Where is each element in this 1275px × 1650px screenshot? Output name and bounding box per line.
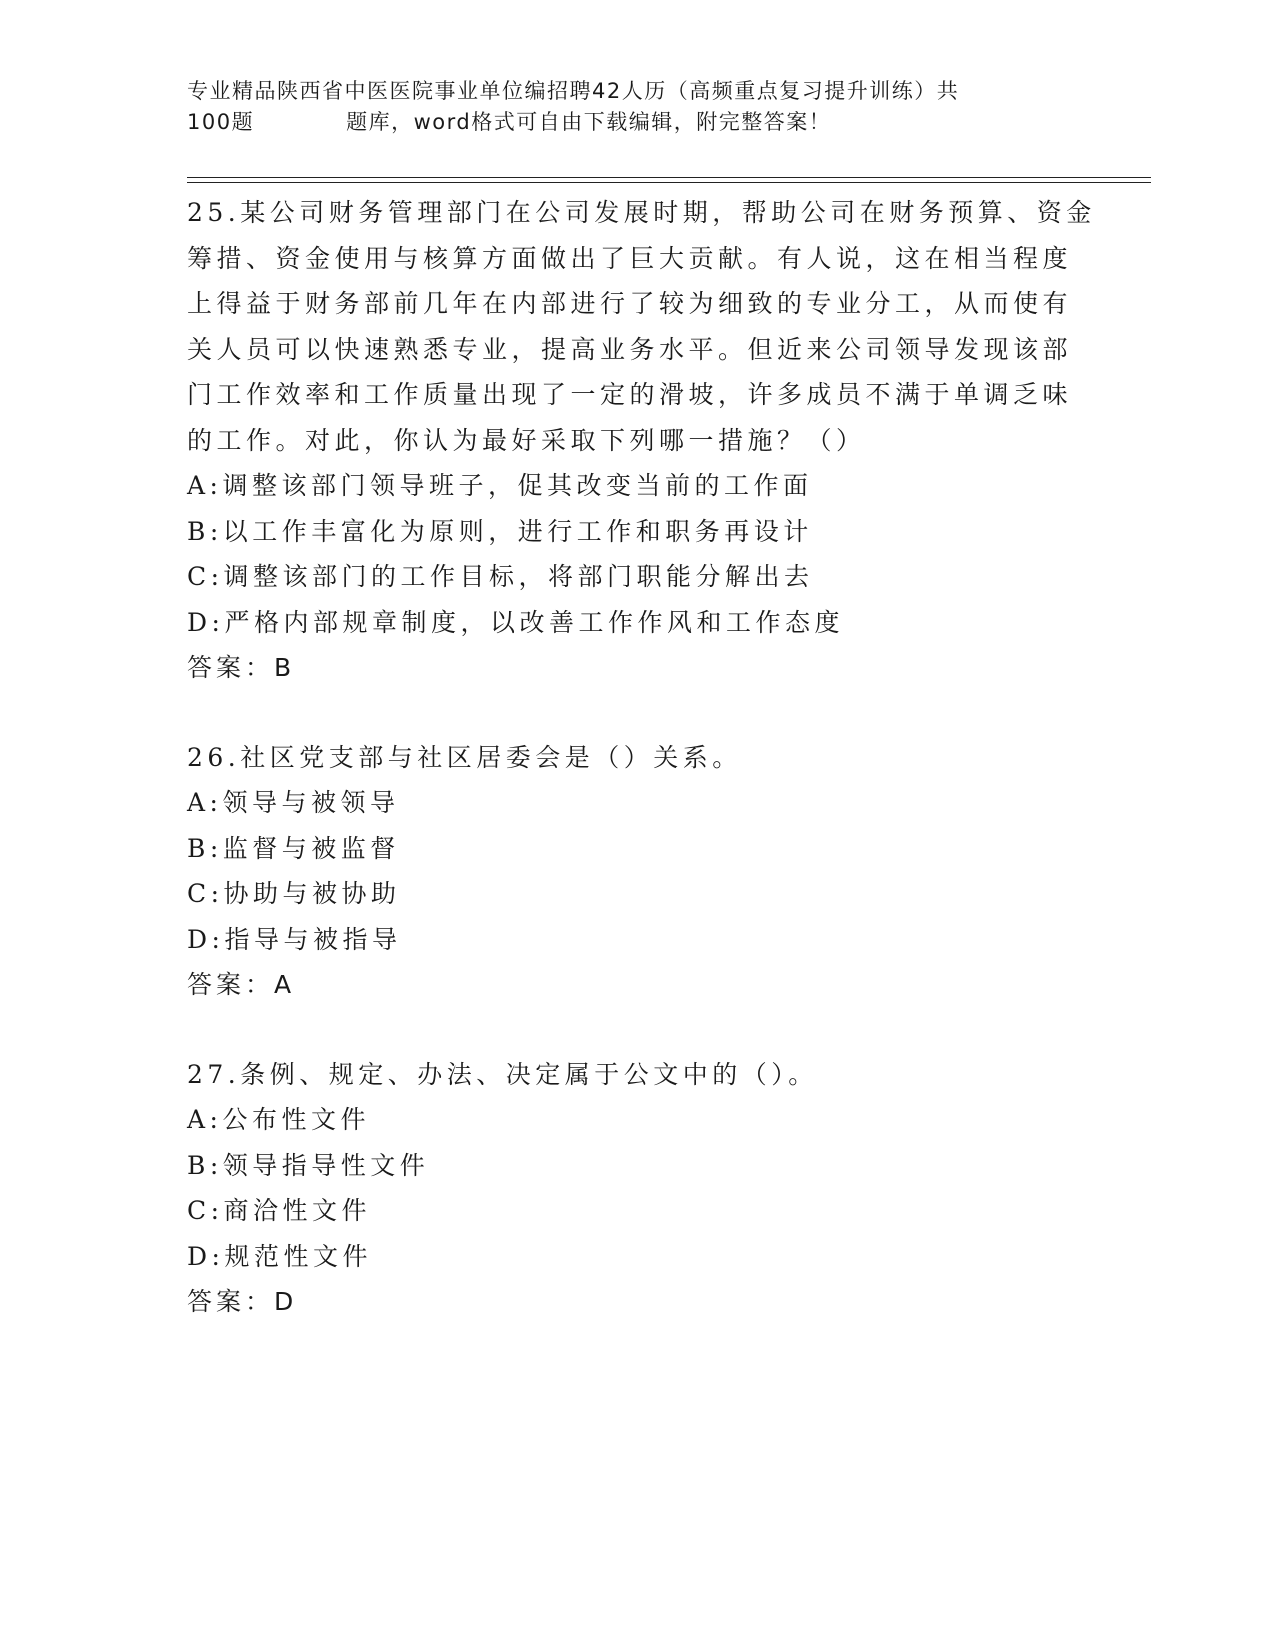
header-count: 100题 [187, 110, 255, 134]
option-d: D:指导与被指导 [187, 924, 402, 954]
option-c: C:商洽性文件 [187, 1196, 372, 1225]
answer-value: B [274, 653, 294, 682]
header-line-2 [187, 107, 1087, 138]
option-c: C:协助与被协助 [187, 879, 401, 908]
question-text-line: 门工作效率和工作质量出现了一定的滑坡，许多成员不满于单调乏味 [187, 380, 1073, 409]
question-text-line: 27.条例、规定、办法、决定属于公文中的（）。 [187, 1059, 818, 1089]
option-a: A:公布性文件 [187, 1105, 370, 1134]
document-header [187, 76, 1087, 138]
option-c: C:调整该部门的工作目标，将部门职能分解出去 [187, 562, 814, 591]
answer-value: D [274, 1287, 296, 1316]
option-b: B:监督与被监督 [187, 833, 400, 863]
question-text-line: 关人员可以快速熟悉专业，提高业务水平。但近来公司领导发现该部 [187, 334, 1073, 364]
option-d: D:严格内部规章制度，以改善工作作风和工作态度 [187, 607, 844, 637]
option-d: D:规范性文件 [187, 1241, 372, 1271]
option-b: B:领导指导性文件 [187, 1150, 430, 1180]
answer-line [187, 645, 1087, 691]
question-text-line: 26.社区党支部与社区居委会是（）关系。 [187, 742, 742, 772]
question-text-line: 筹措、资金使用与核算方面做出了巨大贡献。有人说，这在相当程度 [187, 243, 1073, 273]
answer-label: 答案： [187, 653, 275, 682]
header-description: 题库，word格式可自由下载编辑，附完整答案！ [346, 110, 832, 134]
header-divider-top [187, 177, 1151, 178]
option-a: A:调整该部门领导班子，促其改变当前的工作面 [187, 471, 813, 500]
option-a: A:领导与被领导 [187, 788, 400, 817]
answer-label: 答案： [187, 970, 275, 999]
answer-line [187, 1279, 1087, 1325]
question-25 [187, 190, 1096, 691]
answer-label: 答案： [187, 1287, 275, 1316]
option-b: B:以工作丰富化为原则，进行工作和职务再设计 [187, 516, 813, 546]
question-27 [187, 1052, 1087, 1325]
question-text-line: 的工作。对此，你认为最好采取下列哪一措施？（） [187, 425, 866, 455]
question-text-line: 25.某公司财务管理部门在公司发展时期，帮助公司在财务预算、资金 [187, 198, 1096, 227]
answer-value: A [274, 970, 294, 999]
question-26 [187, 735, 1087, 1008]
header-line-1: 专业精品陕西省中医医院事业单位编招聘42人历（高频重点复习提升训练）共 [187, 79, 960, 103]
header-divider-bottom [187, 182, 1151, 183]
question-list [187, 190, 1096, 1369]
answer-line [187, 962, 1087, 1008]
question-text-line: 上得益于财务部前几年在内部进行了较为细致的专业分工，从而使有 [187, 289, 1073, 318]
